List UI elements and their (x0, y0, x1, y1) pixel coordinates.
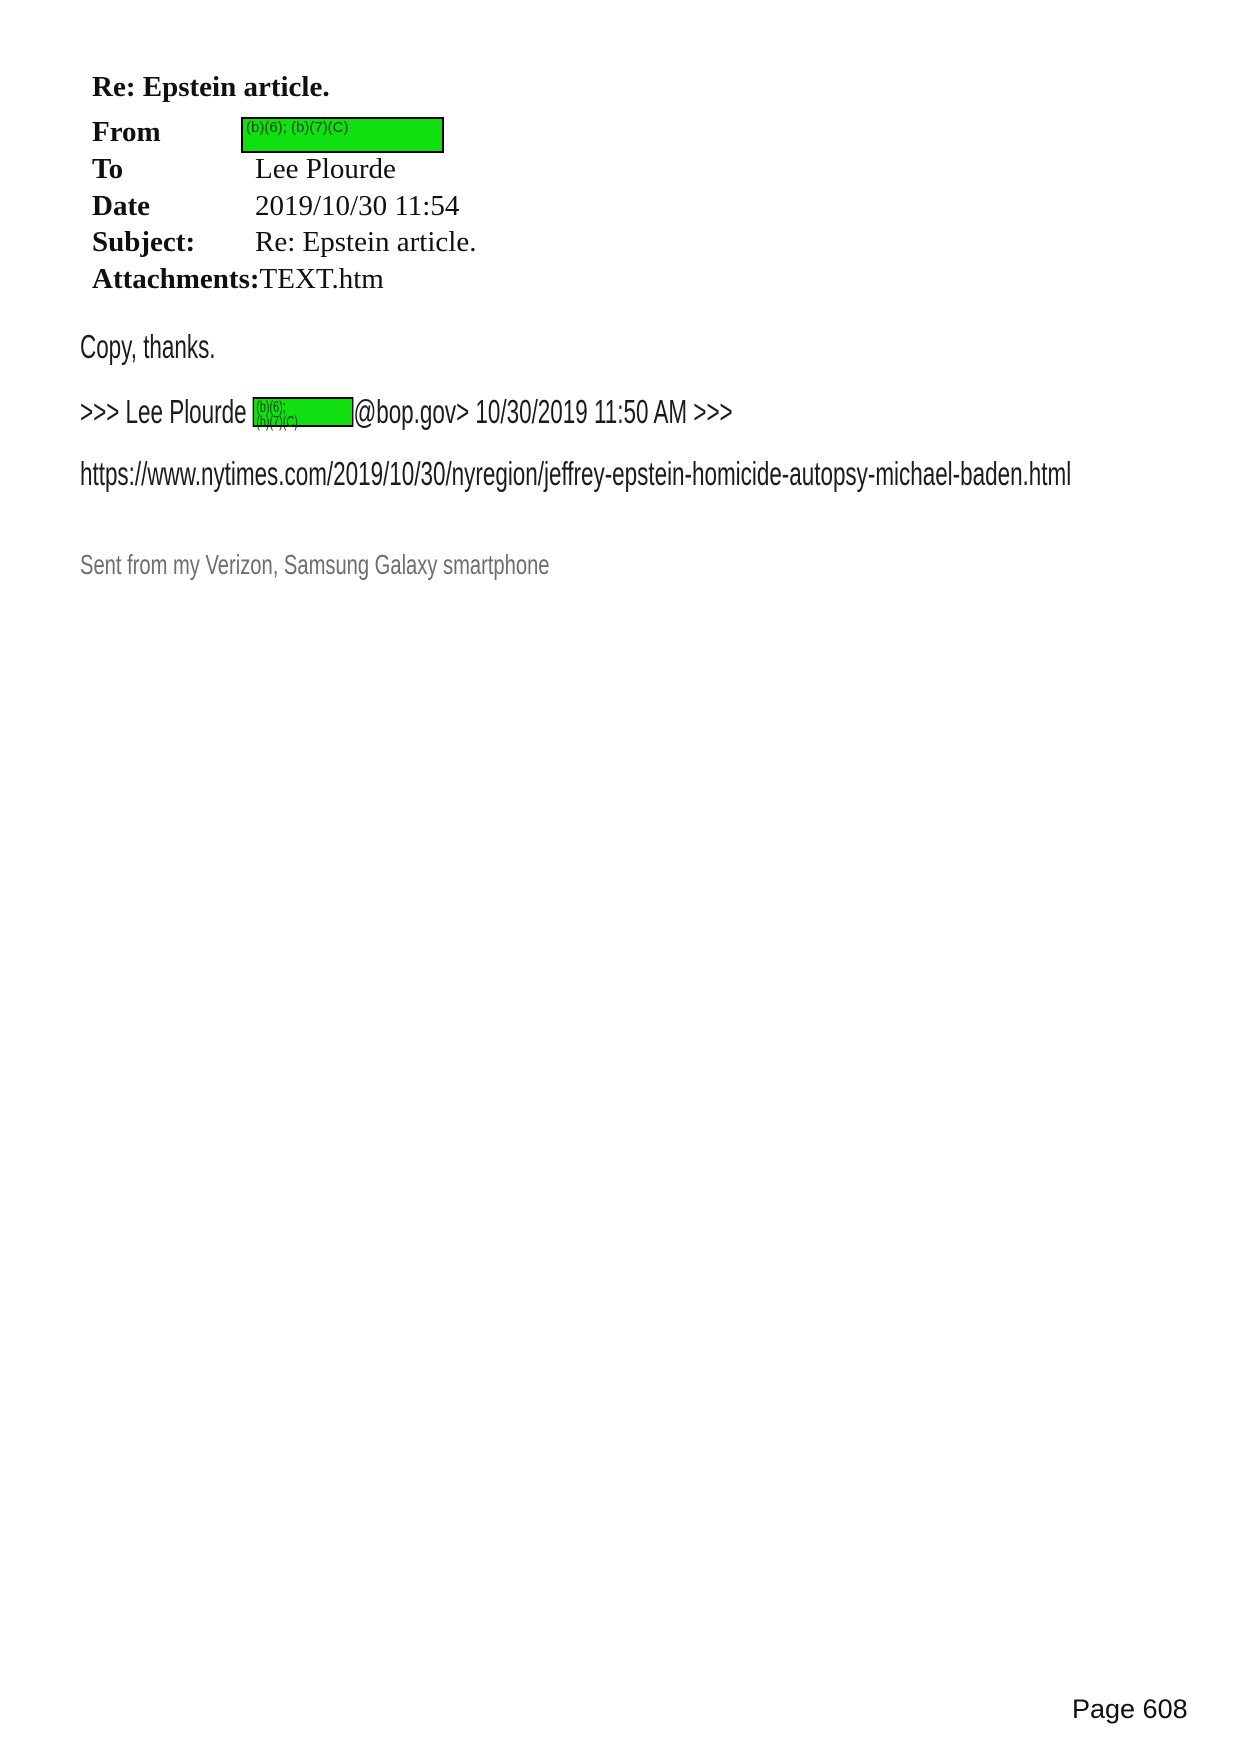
date-value: 2019/10/30 11:54 (255, 189, 460, 222)
header-row-subject (92, 226, 476, 263)
redaction-code-line2: (b)(7)(C) (256, 414, 298, 431)
redaction-exemption-code: (b)(6); (b)(7)(C) (246, 119, 349, 136)
quote-prefix-text: >>> Lee Plourde (80, 393, 253, 430)
header-row-date (92, 190, 476, 227)
subject-value: Re: Epstein article. (255, 226, 477, 259)
header-row-to (92, 153, 476, 190)
redaction-box-from-address (241, 117, 444, 153)
quote-suffix-text: @bop.gov> 10/30/2019 11:50 AM >>> (353, 393, 733, 430)
attachments-label: Attachments: (92, 263, 260, 295)
redaction-box-email-address (253, 397, 354, 431)
redaction-code-line1: (b)(6); (256, 399, 286, 416)
article-url-link[interactable]: https://www.nytimes.com/2019/10/30/nyregion/jeffrey-epstein-homicide-autopsy-michael-baden.html (80, 455, 1072, 492)
header-row-from (92, 116, 476, 153)
date-label: Date (92, 189, 150, 222)
page-number: Page 608 (1072, 1694, 1188, 1724)
to-label: To (92, 152, 124, 185)
email-header-fields (92, 116, 476, 300)
quoted-message-line (80, 393, 733, 431)
redaction-exemption-code-email (256, 400, 298, 430)
to-value: Lee Plourde (255, 152, 396, 185)
header-row-attachments (92, 263, 476, 300)
email-subject-heading: Re: Epstein article. (92, 71, 330, 103)
attachments-value: TEXT.htm (259, 263, 384, 295)
subject-label: Subject: (92, 226, 196, 259)
article-url-line (80, 455, 1071, 493)
from-label: From (92, 116, 161, 148)
mobile-signature-text: Sent from my Verizon, Samsung Galaxy smartphone (80, 549, 550, 580)
body-greeting-text: Copy, thanks. (80, 328, 216, 365)
